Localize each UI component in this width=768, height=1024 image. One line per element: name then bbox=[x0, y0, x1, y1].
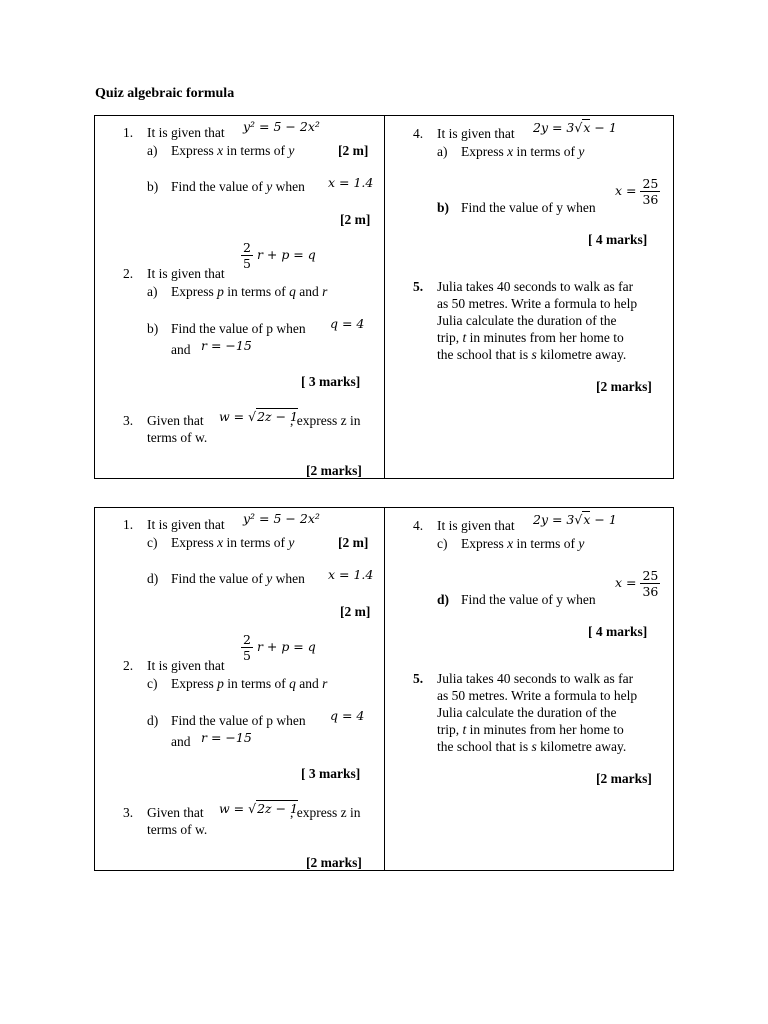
q2b-equation-2: r = −15 bbox=[201, 730, 252, 745]
q4-intro: It is given that bbox=[437, 518, 515, 533]
text-fragment: y bbox=[266, 571, 273, 586]
q3-text: Given that bbox=[147, 805, 204, 820]
q4a-text bbox=[461, 536, 584, 552]
text-fragment: the school that is bbox=[437, 347, 532, 362]
text-fragment: y bbox=[578, 144, 585, 159]
q3-equation: w = √2z − 1 bbox=[219, 801, 299, 816]
q4-marks: [ 4 marks] bbox=[588, 232, 648, 247]
text-fragment: q bbox=[289, 284, 296, 299]
q1-intro: It is given that bbox=[147, 517, 225, 532]
text-fragment: Express bbox=[461, 144, 508, 159]
text-fragment: 2z − 1 bbox=[257, 409, 299, 424]
q2-marks: [ 3 marks] bbox=[301, 374, 361, 389]
text-fragment: trip, bbox=[437, 722, 463, 737]
text-fragment: 2z − 1 bbox=[257, 801, 299, 816]
text-fragment: 36 bbox=[642, 584, 659, 599]
q1-number: 1. bbox=[123, 517, 134, 532]
q2-equation bbox=[241, 632, 316, 663]
text-fragment: 2y = 3 bbox=[533, 120, 575, 135]
text-fragment: s bbox=[531, 347, 537, 362]
q2b-equation-2: r = −15 bbox=[201, 338, 252, 353]
text-fragment: Find the value of bbox=[171, 179, 267, 194]
text-fragment: in terms of bbox=[513, 536, 579, 551]
q5-line-1: Julia takes 40 seconds to walk as far bbox=[437, 671, 634, 686]
q4b-label: d) bbox=[437, 592, 450, 607]
text-fragment: trip, bbox=[437, 330, 463, 345]
q4a-text bbox=[461, 144, 584, 160]
q1b-marks: [2 m] bbox=[340, 604, 371, 619]
text-fragment: Express bbox=[461, 536, 508, 551]
text-fragment: Express bbox=[171, 284, 218, 299]
quiz-table bbox=[94, 507, 674, 871]
text-fragment: x bbox=[583, 512, 591, 527]
text-fragment: − 1 bbox=[590, 512, 617, 527]
text-fragment: in terms of bbox=[223, 284, 290, 299]
q5-number: 5. bbox=[413, 279, 424, 294]
text-fragment: in terms of bbox=[223, 535, 289, 550]
q2b-text: Find the value of p when bbox=[171, 321, 306, 336]
text-fragment: Express bbox=[171, 535, 218, 550]
q4b-equation bbox=[615, 568, 660, 599]
q4a-label: c) bbox=[437, 536, 448, 551]
text-fragment: y bbox=[578, 536, 585, 551]
q3-text-3: terms of w. bbox=[147, 430, 208, 445]
text-fragment: in terms of bbox=[223, 143, 289, 158]
q2a-text bbox=[171, 284, 327, 300]
text-fragment: 36 bbox=[642, 192, 659, 207]
text-fragment: 2 bbox=[243, 240, 251, 255]
text-fragment: q bbox=[289, 676, 296, 691]
text-fragment: x = bbox=[615, 183, 641, 198]
q1-number: 1. bbox=[123, 125, 134, 140]
text-fragment: x bbox=[217, 143, 224, 158]
text-fragment: w = bbox=[219, 409, 249, 424]
q4b-text: Find the value of y when bbox=[461, 200, 596, 215]
q5-line-3: Julia calculate the duration of the bbox=[437, 313, 617, 328]
q1-intro: It is given that bbox=[147, 125, 225, 140]
q1b-marks: [2 m] bbox=[340, 212, 371, 227]
q3-marks: [2 marks] bbox=[306, 855, 362, 870]
text-fragment: p bbox=[217, 676, 224, 691]
text-fragment: t bbox=[462, 330, 467, 345]
text-fragment: 25 bbox=[642, 568, 659, 583]
q4-marks: [ 4 marks] bbox=[588, 624, 648, 639]
text-fragment: when bbox=[272, 179, 305, 194]
q5-line-5 bbox=[437, 739, 626, 755]
q1a-label: a) bbox=[147, 143, 158, 158]
text-fragment: t bbox=[462, 722, 467, 737]
text-fragment: 25 bbox=[642, 176, 659, 191]
q1a-marks: [2 m] bbox=[338, 535, 369, 550]
q2a-text bbox=[171, 676, 327, 692]
q2-equation bbox=[241, 240, 316, 271]
q2b-and: and bbox=[171, 342, 191, 357]
quiz-table bbox=[94, 115, 674, 479]
text-fragment: 5 bbox=[243, 256, 251, 271]
text-fragment: x bbox=[583, 120, 591, 135]
text-fragment: in terms of bbox=[223, 676, 290, 691]
q3-text-2: , express z in bbox=[290, 413, 361, 428]
q3-marks: [2 marks] bbox=[306, 463, 362, 478]
q3-number: 3. bbox=[123, 413, 134, 428]
q1a-text bbox=[171, 535, 294, 551]
right-column bbox=[385, 116, 673, 478]
text-fragment: r bbox=[322, 284, 328, 299]
page-title: Quiz algebraic formula bbox=[95, 86, 235, 101]
q4b-label: b) bbox=[437, 200, 450, 215]
q2b-label: d) bbox=[147, 713, 159, 728]
text-fragment: x bbox=[217, 535, 224, 550]
q2a-label: a) bbox=[147, 284, 158, 299]
q4-number: 4. bbox=[413, 126, 424, 141]
text-fragment: 5 bbox=[243, 648, 251, 663]
q5-number: 5. bbox=[413, 671, 424, 686]
text-fragment: kilometre away. bbox=[536, 347, 627, 362]
q2-intro: It is given that bbox=[147, 266, 225, 281]
text-fragment: p bbox=[217, 284, 224, 299]
text-fragment: s bbox=[531, 739, 537, 754]
q2b-equation: q = 4 bbox=[330, 708, 365, 723]
q2-number: 2. bbox=[123, 266, 134, 281]
text-fragment: x bbox=[507, 144, 514, 159]
q5-line-4 bbox=[437, 722, 624, 738]
text-fragment: Express bbox=[171, 143, 218, 158]
q5-marks: [2 marks] bbox=[596, 771, 652, 786]
q3-text-3: terms of w. bbox=[147, 822, 208, 837]
text-fragment: and bbox=[295, 676, 323, 691]
q5-line-3: Julia calculate the duration of the bbox=[437, 705, 617, 720]
q5-line-2: as 50 metres. Write a formula to help bbox=[437, 688, 638, 703]
q4b-text: Find the value of y when bbox=[461, 592, 596, 607]
q5-marks: [2 marks] bbox=[596, 379, 652, 394]
q5-line-1: Julia takes 40 seconds to walk as far bbox=[437, 279, 634, 294]
q1b-label: b) bbox=[147, 179, 159, 194]
q5-line-2: as 50 metres. Write a formula to help bbox=[437, 296, 638, 311]
q1b-equation: x = 1.4 bbox=[328, 175, 374, 190]
q3-text: Given that bbox=[147, 413, 204, 428]
text-fragment: kilometre away. bbox=[536, 739, 627, 754]
q1a-label: c) bbox=[147, 535, 158, 550]
q2-number: 2. bbox=[123, 658, 134, 673]
text-fragment: r bbox=[322, 676, 328, 691]
text-fragment: Express bbox=[171, 676, 218, 691]
q2-marks: [ 3 marks] bbox=[301, 766, 361, 781]
q4-number: 4. bbox=[413, 518, 424, 533]
text-fragment: in minutes from her home to bbox=[466, 722, 624, 737]
q2b-equation: q = 4 bbox=[330, 316, 365, 331]
q1b-text bbox=[171, 179, 305, 195]
text-fragment: x = bbox=[615, 575, 641, 590]
left-column bbox=[95, 116, 385, 478]
text-fragment: y bbox=[266, 179, 273, 194]
q2b-label: b) bbox=[147, 321, 159, 336]
q2b-text: Find the value of p when bbox=[171, 713, 306, 728]
text-fragment: when bbox=[272, 571, 305, 586]
q4b-equation bbox=[615, 176, 660, 207]
text-fragment: r + p = q bbox=[256, 639, 316, 654]
text-fragment: − 1 bbox=[590, 120, 617, 135]
text-fragment: y bbox=[288, 535, 295, 550]
q2b-and: and bbox=[171, 734, 191, 749]
text-fragment: r + p = q bbox=[256, 247, 316, 262]
text-fragment: w = bbox=[219, 801, 249, 816]
q1a-text bbox=[171, 143, 294, 159]
q5-line-5 bbox=[437, 347, 626, 363]
q4-equation: 2y = 3√x − 1 bbox=[533, 120, 617, 135]
q5-line-4 bbox=[437, 330, 624, 346]
q3-text-2: , express z in bbox=[290, 805, 361, 820]
q2-intro: It is given that bbox=[147, 658, 225, 673]
q4-intro: It is given that bbox=[437, 126, 515, 141]
q3-equation: w = √2z − 1 bbox=[219, 409, 299, 424]
left-column bbox=[95, 508, 385, 870]
q4-equation: 2y = 3√x − 1 bbox=[533, 512, 617, 527]
q4a-label: a) bbox=[437, 144, 448, 159]
q3-number: 3. bbox=[123, 805, 134, 820]
q1a-marks: [2 m] bbox=[338, 143, 369, 158]
q1-equation: y² = 5 − 2x² bbox=[243, 119, 320, 134]
right-column bbox=[385, 508, 673, 870]
text-fragment: x bbox=[507, 536, 514, 551]
q1b-label: d) bbox=[147, 571, 159, 586]
q1b-equation: x = 1.4 bbox=[328, 567, 374, 582]
text-fragment: y bbox=[288, 143, 295, 158]
text-fragment: 2 bbox=[243, 632, 251, 647]
q2a-label: c) bbox=[147, 676, 158, 691]
text-fragment: in terms of bbox=[513, 144, 579, 159]
q1-equation: y² = 5 − 2x² bbox=[243, 511, 320, 526]
text-fragment: in minutes from her home to bbox=[466, 330, 624, 345]
text-fragment: and bbox=[295, 284, 323, 299]
q1b-text bbox=[171, 571, 305, 587]
text-fragment: Find the value of bbox=[171, 571, 267, 586]
text-fragment: 2y = 3 bbox=[533, 512, 575, 527]
text-fragment: the school that is bbox=[437, 739, 532, 754]
